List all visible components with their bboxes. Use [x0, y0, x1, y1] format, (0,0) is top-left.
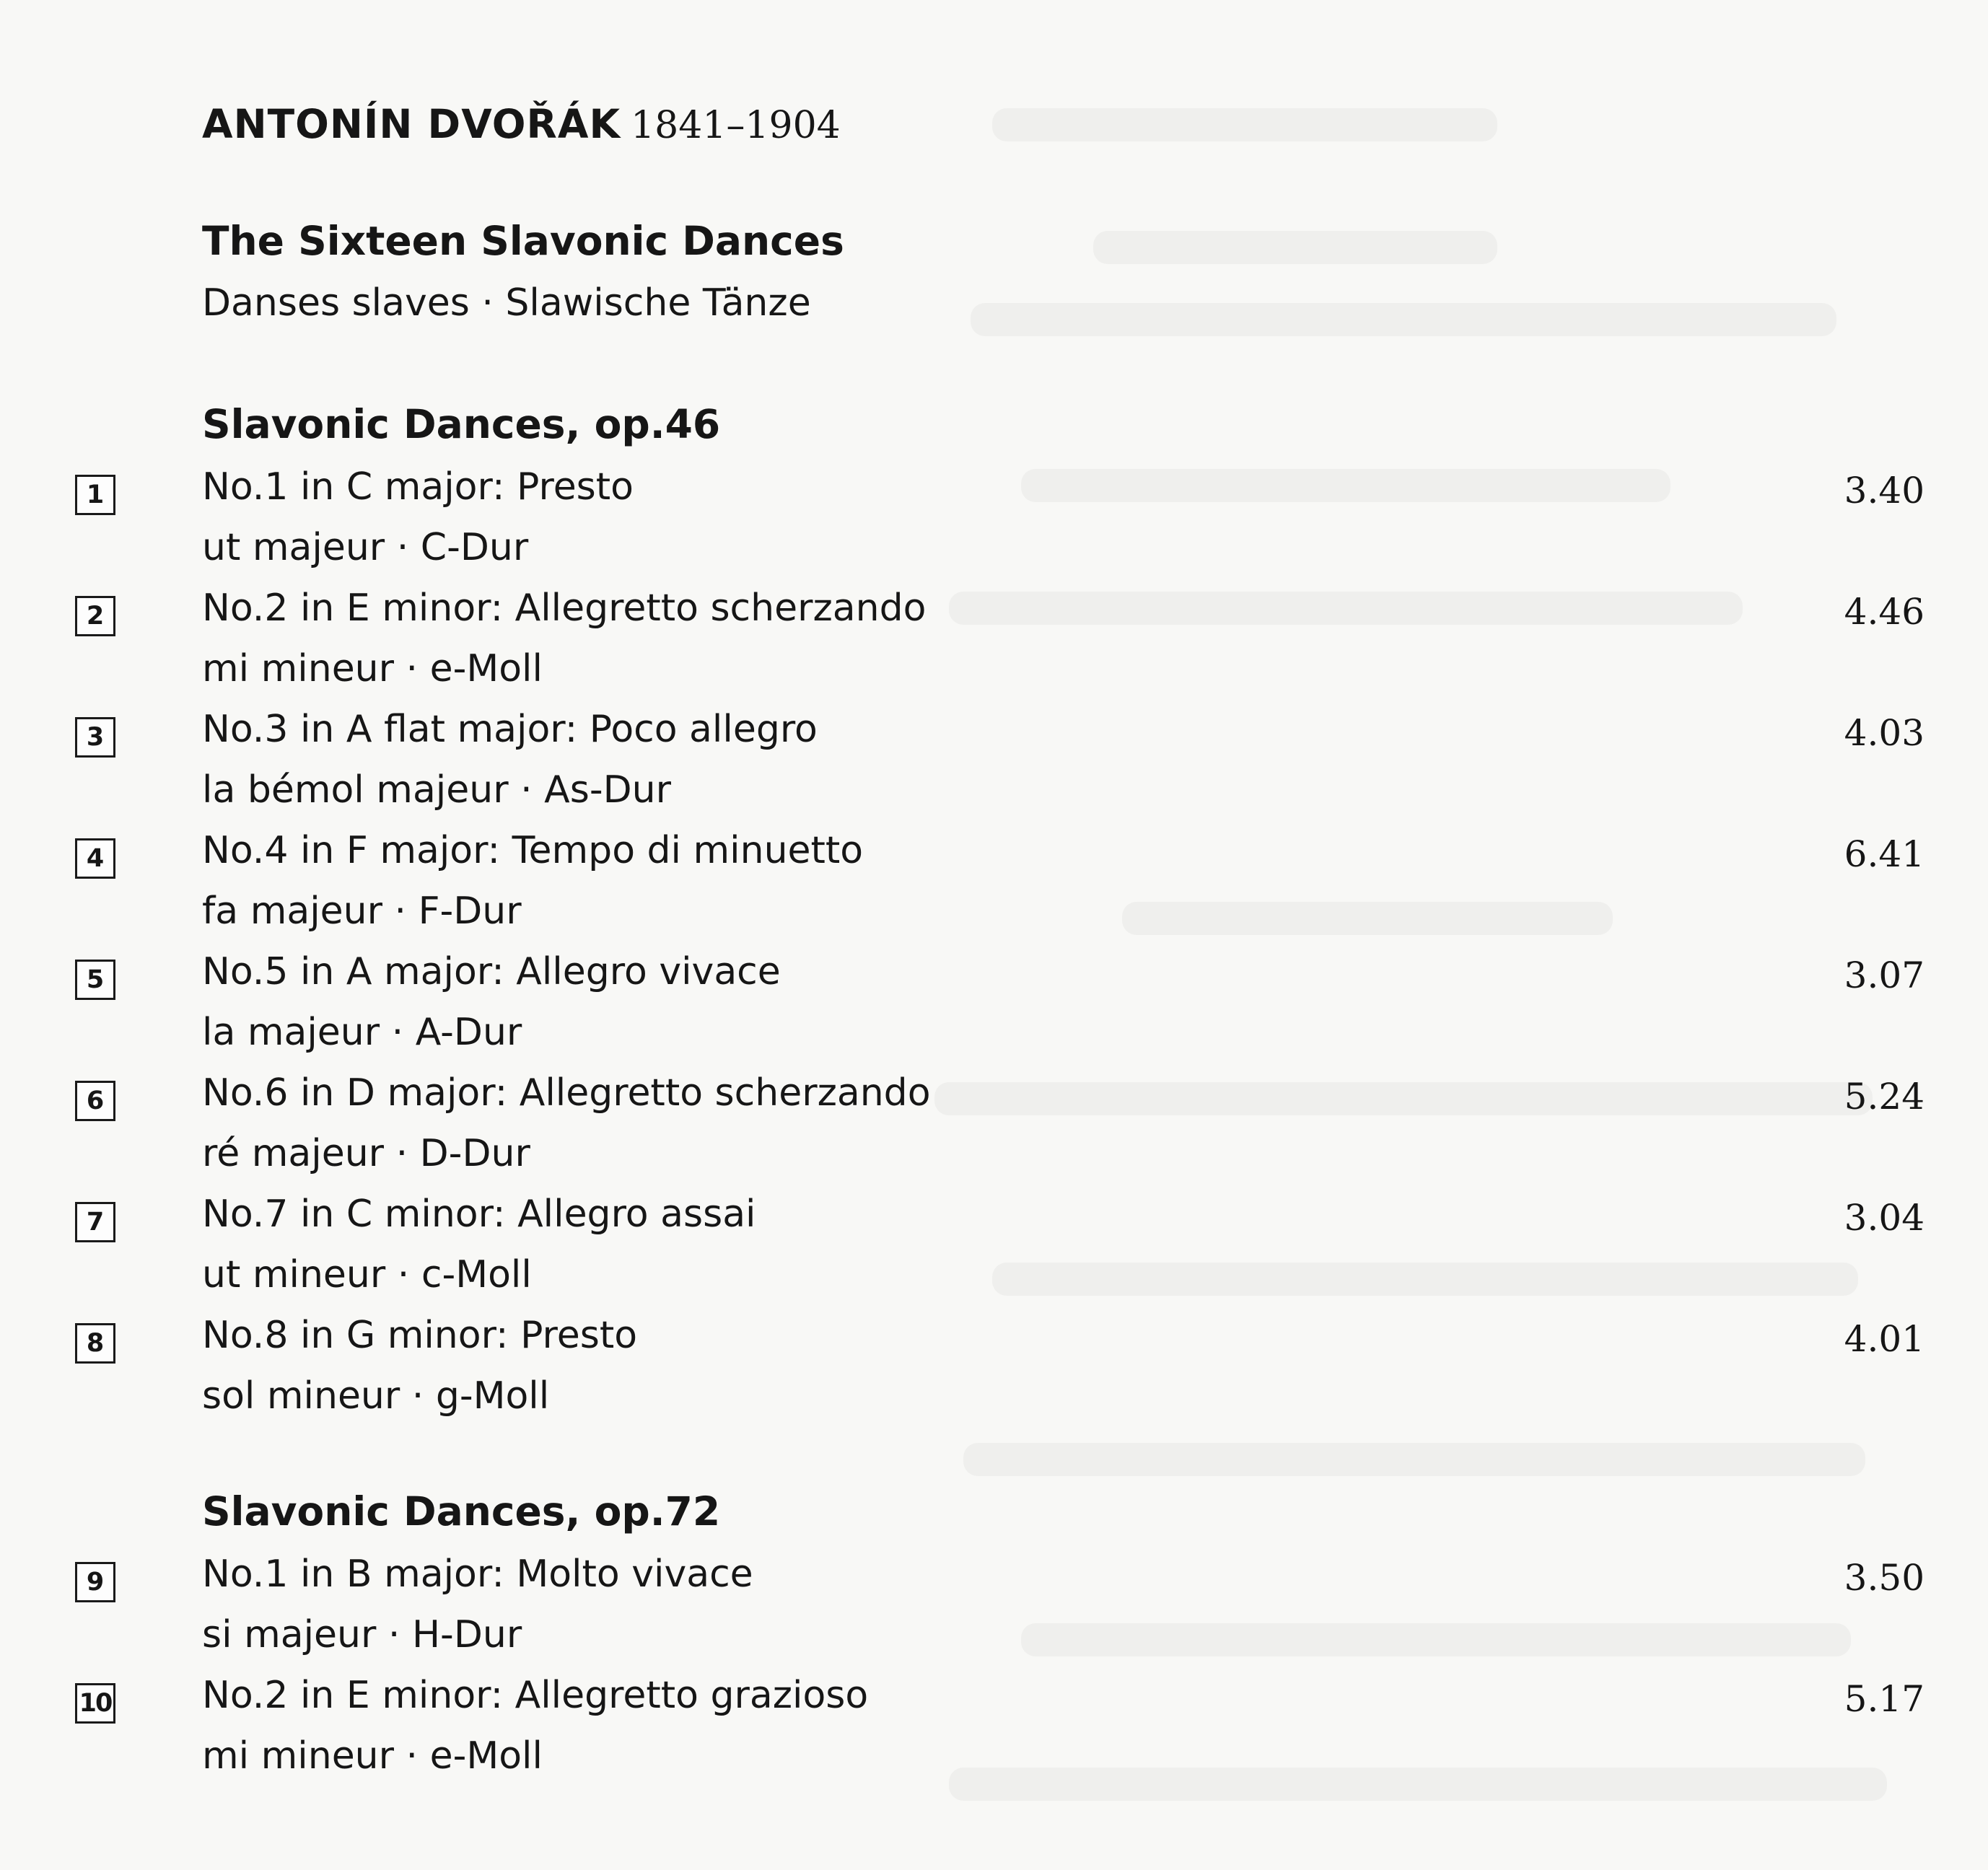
track-title: No.2 in E minor: Allegretto scherzando [202, 587, 927, 630]
track-title: No.6 in D major: Allegretto scherzando [202, 1071, 931, 1115]
track-alt-title: si majeur · H-Dur [202, 1613, 522, 1656]
track-number: 6 [75, 1081, 115, 1121]
track-duration: 6.41 [1844, 833, 1924, 875]
track-duration: 5.17 [1844, 1678, 1924, 1720]
track-title: No.5 in A major: Allegro vivace [202, 950, 781, 993]
track-row [0, 708, 1988, 829]
track-alt-title: mi mineur · e-Moll [202, 647, 543, 690]
composer-dates: 1841–1904 [631, 104, 841, 147]
track-title: No.3 in A flat major: Poco allegro [202, 708, 818, 751]
track-number: 8 [75, 1323, 115, 1364]
track-alt-title: ré majeur · D-Dur [202, 1132, 530, 1175]
work-title: The Sixteen Slavonic Dances [202, 218, 844, 264]
track-row [0, 1553, 1988, 1674]
track-duration: 3.07 [1844, 954, 1924, 996]
track-row [0, 1193, 1988, 1314]
track-row [0, 465, 1988, 587]
track-alt-title: ut mineur · c-Moll [202, 1253, 532, 1296]
track-duration: 3.50 [1844, 1557, 1924, 1599]
track-number: 5 [75, 960, 115, 1000]
track-row [0, 1071, 1988, 1193]
track-number: 4 [75, 838, 115, 879]
track-title: No.1 in C major: Presto [202, 465, 634, 509]
track-title: No.8 in G minor: Presto [202, 1314, 638, 1357]
track-title: No.1 in B major: Molto vivace [202, 1553, 753, 1596]
track-alt-title: ut majeur · C-Dur [202, 526, 529, 569]
work-subtitle: Danses slaves · Slawische Tänze [202, 281, 811, 325]
track-alt-title: mi mineur · e-Moll [202, 1734, 543, 1778]
track-alt-title: la majeur · A-Dur [202, 1011, 522, 1054]
track-number: 7 [75, 1202, 115, 1242]
track-number: 1 [75, 475, 115, 515]
track-duration: 4.46 [1844, 591, 1924, 633]
track-number: 3 [75, 717, 115, 758]
track-title: No.2 in E minor: Allegretto grazioso [202, 1674, 869, 1717]
track-row [0, 587, 1988, 708]
track-duration: 4.01 [1844, 1318, 1924, 1360]
track-number: 2 [75, 596, 115, 636]
track-duration: 5.24 [1844, 1076, 1924, 1118]
track-alt-title: sol mineur · g-Moll [202, 1374, 550, 1418]
track-number: 9 [75, 1562, 115, 1602]
track-duration: 3.04 [1844, 1197, 1924, 1239]
track-title: No.7 in C minor: Allegro assai [202, 1193, 756, 1236]
composer-name: ANTONÍN DVOŘÁK [202, 101, 621, 147]
track-row [0, 950, 1988, 1071]
track-number: 10 [75, 1683, 115, 1724]
track-row [0, 1674, 1988, 1795]
track-row [0, 1314, 1988, 1435]
composer-line [202, 101, 841, 147]
track-duration: 3.40 [1844, 470, 1924, 512]
track-title: No.4 in F major: Tempo di minuetto [202, 829, 864, 872]
section-heading-op72: Slavonic Dances, op.72 [202, 1488, 721, 1535]
section-heading-op46: Slavonic Dances, op.46 [202, 401, 721, 447]
track-alt-title: fa majeur · F-Dur [202, 890, 522, 933]
track-alt-title: la bémol majeur · As-Dur [202, 768, 671, 812]
track-row [0, 829, 1988, 950]
track-duration: 4.03 [1844, 712, 1924, 754]
